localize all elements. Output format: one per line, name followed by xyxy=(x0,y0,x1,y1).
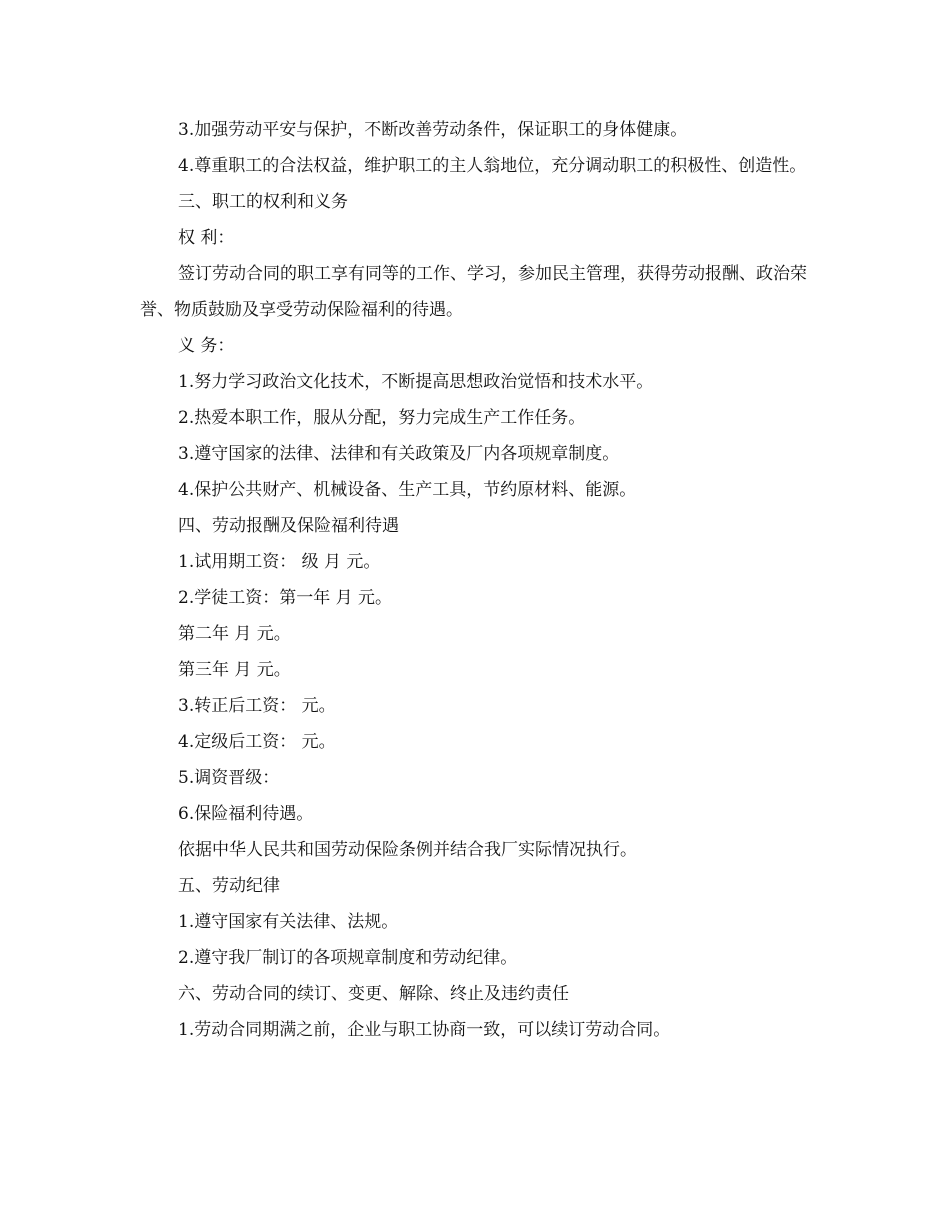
document-body xyxy=(140,112,820,1048)
paragraph-pay-1: 1.试用期工资： 级 月 元。 xyxy=(178,552,381,572)
section-heading-3: 三、职工的权利和义务 xyxy=(178,192,348,212)
subheading-duties: 义 务： xyxy=(178,336,235,356)
paragraph-pay-3: 3.转正后工资： 元。 xyxy=(178,696,336,716)
paragraph-employer-duty-3: 3.加强劳动平安与保护，不断改善劳动条件，保证职工的身体健康。 xyxy=(178,120,688,140)
section-heading-6: 六、劳动合同的续订、变更、解除、终止及违约责任 xyxy=(178,984,569,1004)
paragraph-duty-3: 3.遵守国家的法律、法律和有关政策及厂内各项规章制度。 xyxy=(178,444,620,464)
paragraph-pay-2-year3: 第三年 月 元。 xyxy=(178,660,291,680)
paragraph-pay-4: 4.定级后工资： 元。 xyxy=(178,732,336,752)
paragraph-discipline-1: 1.遵守国家有关法律、法规。 xyxy=(178,912,399,932)
paragraph-duty-4: 4.保护公共财产、机械设备、生产工具，节约原材料、能源。 xyxy=(178,480,637,500)
paragraph-discipline-2: 2.遵守我厂制订的各项规章制度和劳动纪律。 xyxy=(178,948,518,968)
paragraph-pay-5: 5.调资晋级： xyxy=(178,768,280,788)
section-heading-5: 五、劳动纪律 xyxy=(178,876,280,896)
paragraph-duty-1: 1.努力学习政治文化技术，不断提高思想政治觉悟和技术水平。 xyxy=(178,372,654,392)
paragraph-pay-2: 2.学徒工资：第一年 月 元。 xyxy=(178,588,393,608)
subheading-rights: 权 利： xyxy=(178,228,235,248)
paragraph-employer-duty-4: 4.尊重职工的合法权益，维护职工的主人翁地位，充分调动职工的积极性、创造性。 xyxy=(178,156,807,176)
paragraph-contract-1: 1.劳动合同期满之前，企业与职工协商一致，可以续订劳动合同。 xyxy=(178,1020,671,1040)
section-heading-4: 四、劳动报酬及保险福利待遇 xyxy=(178,516,399,536)
paragraph-pay-2-year2: 第二年 月 元。 xyxy=(178,624,291,644)
paragraph-rights: 签订劳动合同的职工享有同等的工作、学习，参加民主管理，获得劳动报酬、政治荣誉、物质鼓励及享受劳动保险福利的待遇。 xyxy=(140,264,807,320)
paragraph-pay-6: 6.保险福利待遇。 xyxy=(178,804,314,824)
paragraph-insurance-basis: 依据中华人民共和国劳动保险条例并结合我厂实际情况执行。 xyxy=(178,840,637,860)
paragraph-duty-2: 2.热爱本职工作，服从分配，努力完成生产工作任务。 xyxy=(178,408,586,428)
